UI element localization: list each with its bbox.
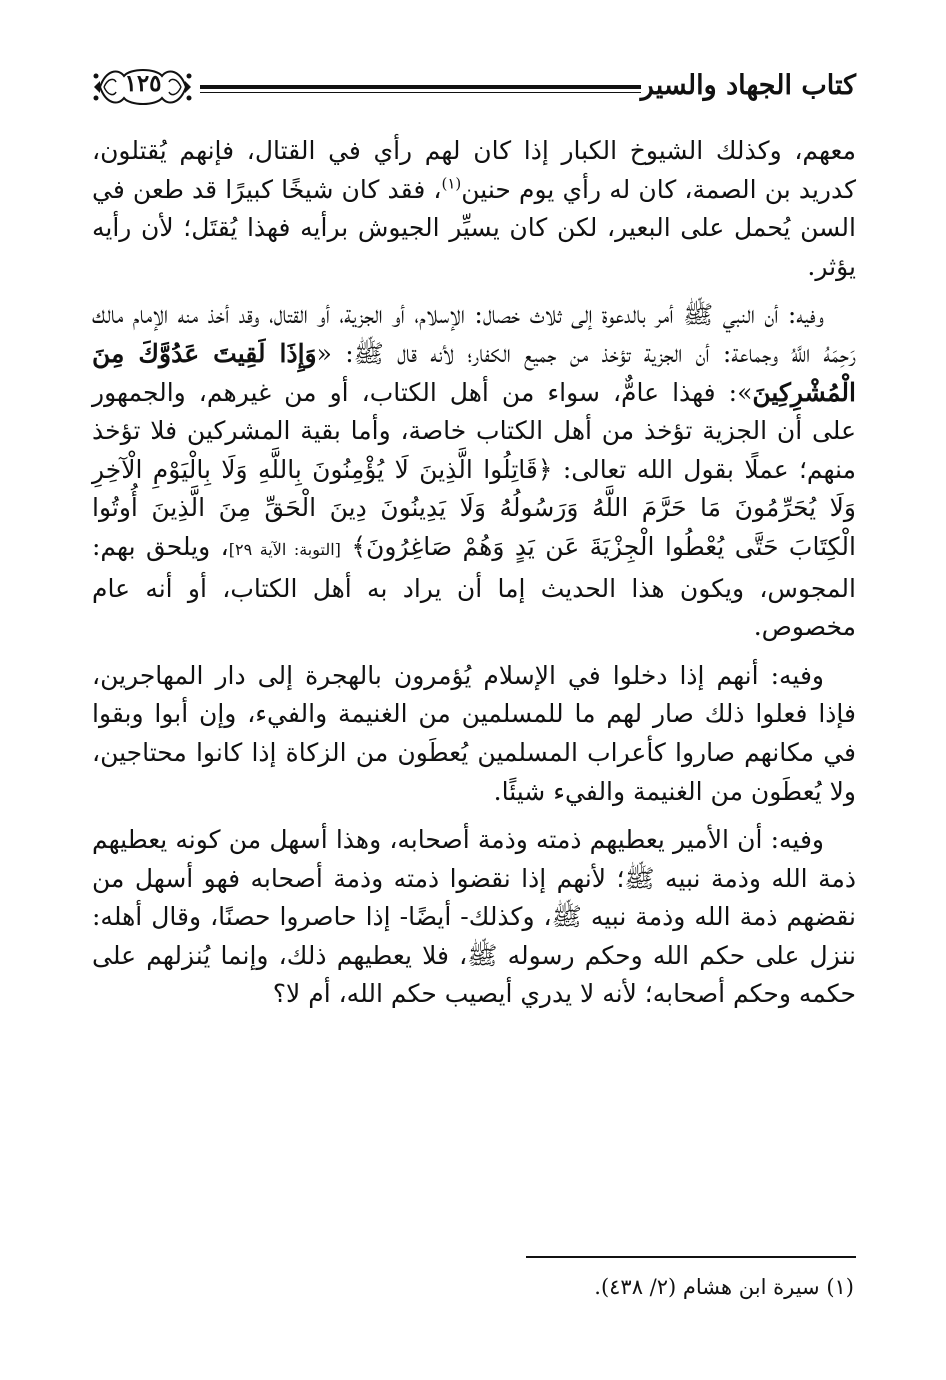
header-rule-thick: [200, 85, 641, 89]
paragraph-2-part-a: وفيه: أن النبي ﷺ أمر بالدعوة إلى ثلاث خصال: الإسلام، أو الجزية، أو القتال، وقد أخذ منه الإمام مالك رَحِمَهُ اللَّهُ وجماعة: أن الجزية تؤخذ من جميع الكفار؛ لأنه قال ﷺ: «: [92, 300, 856, 368]
page-header: [90, 58, 856, 110]
paragraph-2-part-b: »: فهذا عامٌّ، سواء من أهل الكتاب، أو من غيرهم، والجمهور على أن الجزية تؤخذ من أهل الكتاب خاصة، وأما بقية المشركين فلا تؤخذ منهم؛ عملًا بقول الله تعالى: ﴿قَاتِلُوا الَّذِينَ لَا يُؤْمِنُونَ بِاللَّهِ وَلَا بِالْيَوْمِ الْآخِرِ وَلَا يُحَرِّمُونَ مَا حَرَّمَ اللَّهُ وَرَسُولُهُ وَلَا يَدِينُونَ دِينَ الْحَقِّ مِنَ الَّذِينَ أُوتُوا الْكِتَابَ حَتَّى يُعْطُوا الْجِزْيَةَ عَن يَدٍ وَهُمْ صَاغِرُونَ﴾: [92, 377, 856, 561]
hadith-quote: وَإِذَا لَقِيتَ عَدُوَّكَ مِنَ الْمُشْرِكِينَ: [92, 338, 856, 407]
header-rule-thin: [200, 92, 641, 93]
footnote: (١) سيرة ابن هشام (٢/ ٤٣٨).: [594, 1275, 854, 1299]
paragraph-2: [92, 296, 856, 646]
paragraph-2-part-c: ، ويلحق بهم: المجوس، ويكون هذا الحديث إما أن يراد به أهل الكتاب، أو أنه عام مخصوص.: [92, 531, 856, 642]
footnote-divider: [526, 1256, 856, 1258]
paragraph-1-rest: ، فقد كان شيخًا كبيرًا قد طعن في السن يُحمل على البعير، لكن كان يسيِّر الجيوش برأيه فهذا يُقتَل؛ لأن رأيه يؤثر.: [92, 174, 856, 281]
paragraph-1-text: معهم، وكذلك الشيوخ الكبار إذا كان لهم رأي في القتال، فإنهم يُقتلون، كدريد بن الصمة، كان له رأي يوم حنين: [92, 136, 856, 204]
footnote-marker: (١): [441, 174, 462, 193]
page-number: ١٢٥: [124, 70, 162, 97]
paragraph-3: وفيه: أنهم إذا دخلوا في الإسلام يُؤمرون بالهجرة إلى دار المهاجرين، فإذا فعلوا ذلك صار لهم ما للمسلمين من الغنيمة والفيء، وإن أبوا وبقوا في مكانهم صاروا كأعراب المسلمين يُعطَون من الزكاة إذا كانوا محتاجين، ولا يُعطَون من الغنيمة والفيء شيئًا.: [92, 660, 856, 806]
main-text: [92, 132, 856, 1024]
book-title: كتاب الجهاد والسير: [640, 70, 856, 101]
verse-citation: [التوبة: الآية ٢٩]: [228, 539, 341, 559]
paragraph-4: وفيه: أن الأمير يعطيهم ذمته وذمة أصحابه، وهذا أسهل من كونه يعطيهم ذمة الله وذمة نبيه ﷺ؛ لأنهم إذا نقضوا ذمته وذمة أصحابه فهو أسهل من نقضهم ذمة الله وذمة نبيه ﷺ، وكذلك- أيضًا- إذا حاصروا حصنًا، وقال أهله: ننزل على حكم الله وحكم رسوله ﷺ، فلا يعطيهم ذلك، وإنما يُنزلهم على حكمه وحكم أصحابه؛ لأنه لا يدري أيصيب حكم الله، أم لا؟: [92, 825, 856, 1009]
paragraph-1: [92, 132, 856, 286]
